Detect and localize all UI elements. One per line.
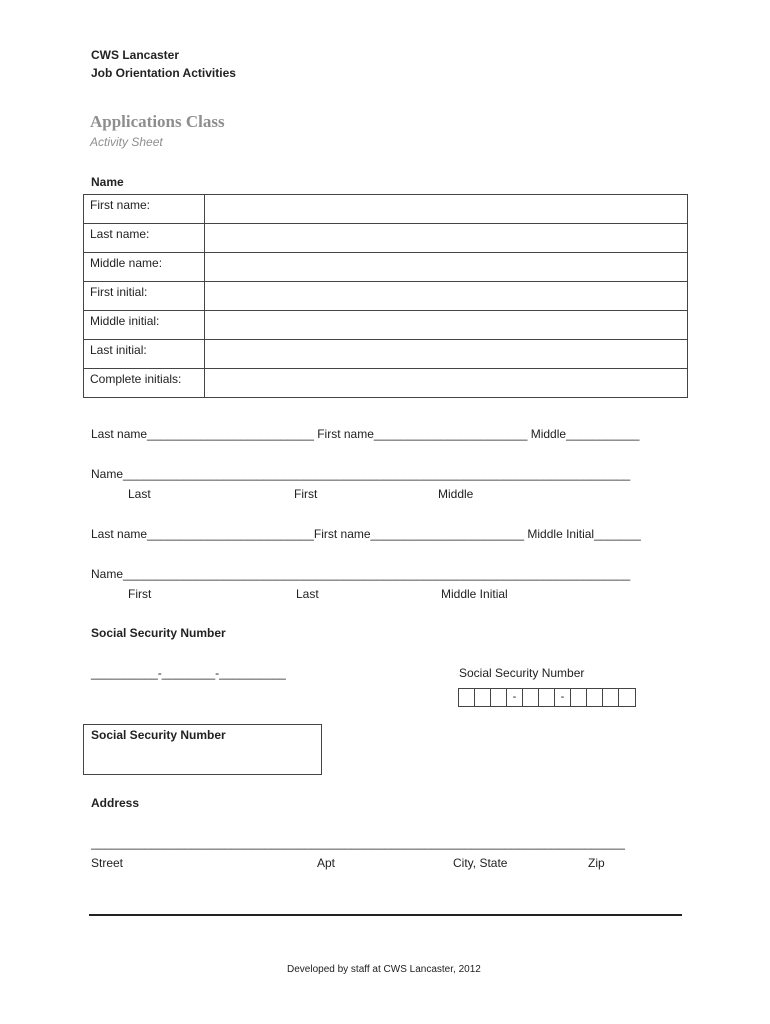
ssn-grid-label: Social Security Number (459, 666, 585, 680)
middle-initial-field[interactable] (205, 311, 688, 340)
caption-zip: Zip (588, 856, 605, 870)
caption-city-state: City, State (453, 856, 508, 870)
caption-last: Last (296, 587, 319, 601)
caption-street: Street (91, 856, 124, 870)
name-line-2[interactable]: Name____________________________________________________________________________ (91, 467, 631, 481)
middle-name-field[interactable] (205, 253, 688, 282)
org-name: CWS Lancaster (91, 48, 180, 62)
caption-last: Last (128, 487, 151, 501)
table-row (84, 253, 688, 282)
name-line-3[interactable]: Last name_________________________First name_______________________ Middle Initial_______ (91, 527, 641, 541)
row-label: Middle initial: (84, 311, 205, 340)
row-label: Complete initials: (84, 369, 205, 398)
table-row (84, 282, 688, 311)
ssn-dash: - (507, 689, 523, 706)
ssn-grid[interactable] (458, 688, 636, 707)
program-title: Job Orientation Activities (91, 66, 236, 80)
row-label: First initial: (84, 282, 205, 311)
address-heading: Address (91, 796, 140, 810)
ssn-cell[interactable] (523, 689, 539, 706)
table-row (84, 340, 688, 369)
ssn-cell[interactable] (603, 689, 619, 706)
last-name-field[interactable] (205, 224, 688, 253)
document-subtitle: Activity Sheet (90, 135, 163, 149)
name-table (83, 194, 688, 398)
first-name-field[interactable] (205, 195, 688, 224)
name-line-1[interactable]: Last name_________________________ First name_______________________ Middle___________ (91, 427, 640, 441)
first-initial-field[interactable] (205, 282, 688, 311)
complete-initials-field[interactable] (205, 369, 688, 398)
name-heading: Name (91, 175, 124, 189)
ssn-cell[interactable] (619, 689, 635, 706)
caption-first: First (128, 587, 152, 601)
row-label: First name: (84, 195, 205, 224)
caption-apt: Apt (317, 856, 336, 870)
ssn-cell[interactable] (491, 689, 507, 706)
ssn-cell[interactable] (571, 689, 587, 706)
caption-middle: Middle (438, 487, 474, 501)
name-line-4[interactable]: Name____________________________________________________________________________ (91, 567, 631, 581)
caption-middle-initial: Middle Initial (441, 587, 508, 601)
footer-credit: Developed by staff at CWS Lancaster, 2012 (287, 964, 481, 975)
caption-first: First (294, 487, 318, 501)
ssn-box-field[interactable] (83, 724, 322, 775)
address-line[interactable]: ________________________________________________________________________________ (91, 836, 625, 850)
document-title: Applications Class (90, 112, 225, 131)
ssn-dash: - (555, 689, 571, 706)
table-row (84, 369, 688, 398)
table-row (84, 311, 688, 340)
ssn-cell[interactable] (459, 689, 475, 706)
ssn-cell[interactable] (475, 689, 491, 706)
table-row (84, 224, 688, 253)
ssn-heading: Social Security Number (91, 626, 226, 640)
ssn-blank-line[interactable]: __________-________-__________ (91, 666, 286, 680)
ssn-cell[interactable] (587, 689, 603, 706)
footer-divider (89, 914, 682, 916)
ssn-cell[interactable] (539, 689, 555, 706)
row-label: Middle name: (84, 253, 205, 282)
row-label: Last initial: (84, 340, 205, 369)
ssn-box-label: Social Security Number (91, 728, 226, 742)
row-label: Last name: (84, 224, 205, 253)
table-row (84, 195, 688, 224)
last-initial-field[interactable] (205, 340, 688, 369)
